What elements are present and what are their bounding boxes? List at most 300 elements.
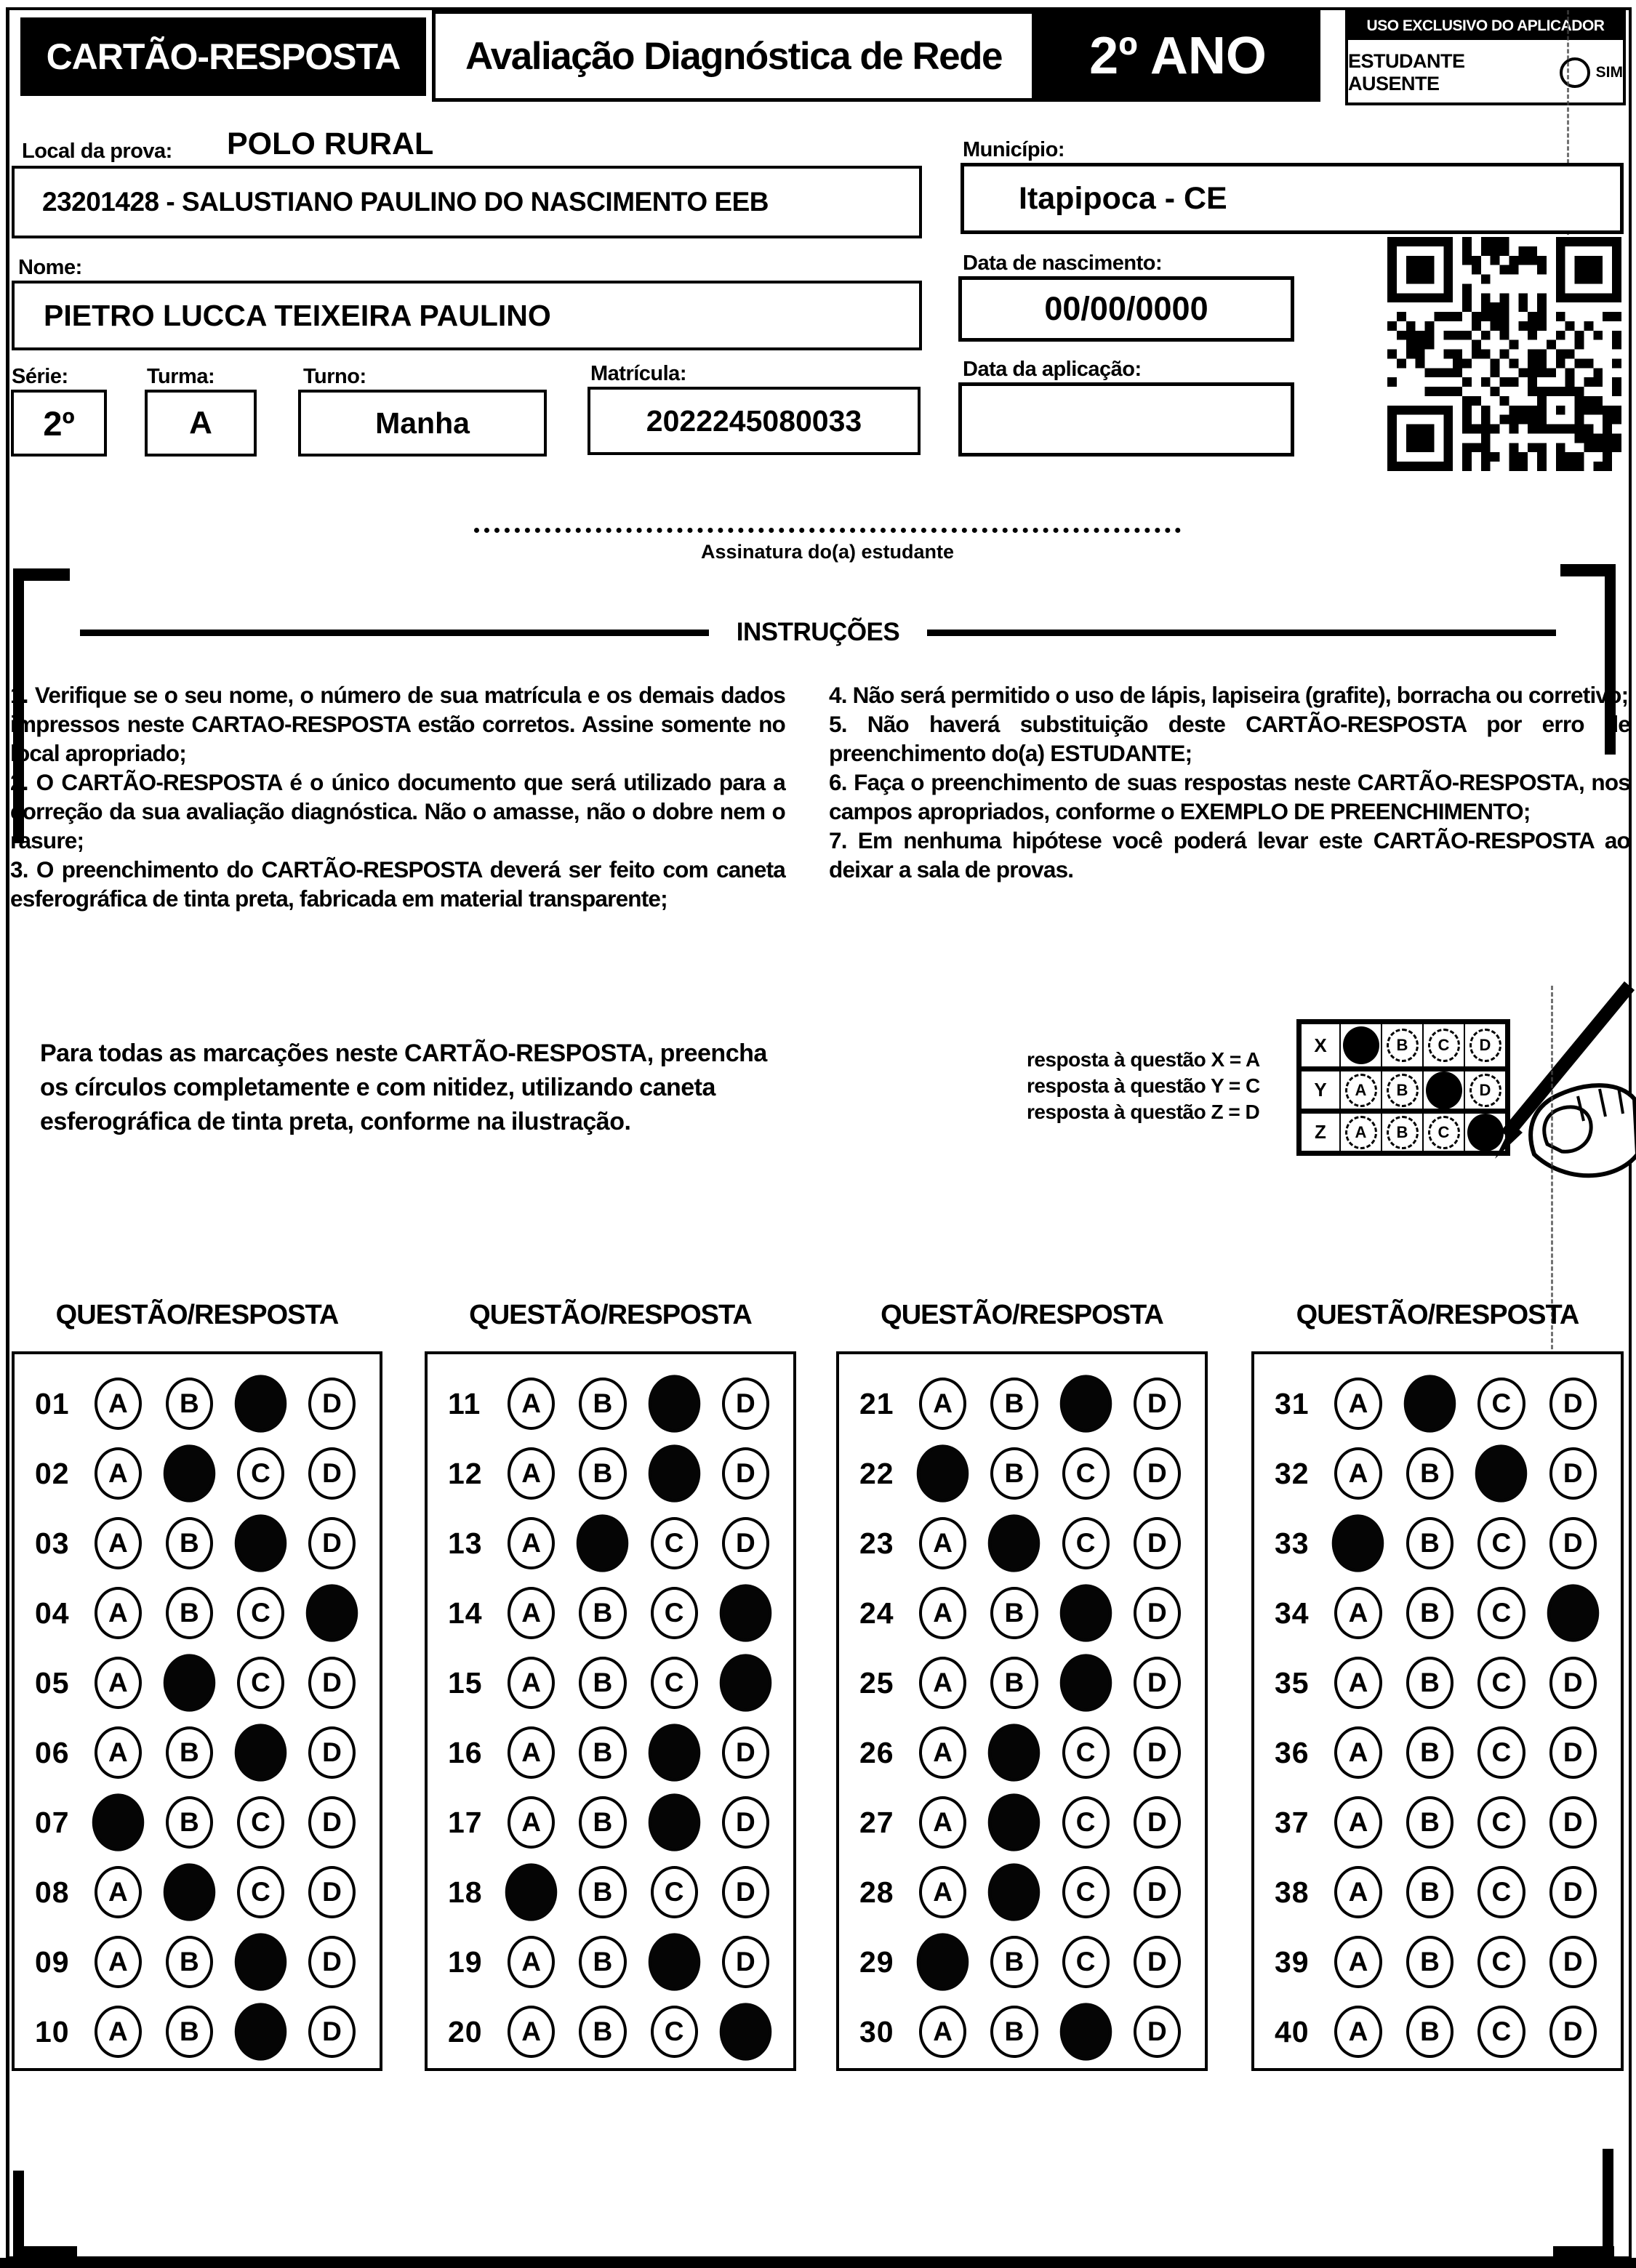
question-number: 03 <box>35 1526 70 1560</box>
bubble-q27-D[interactable]: D <box>1134 1796 1181 1849</box>
bubble-q19-C[interactable] <box>648 1933 700 1990</box>
bubble-q36-D[interactable]: D <box>1549 1726 1597 1779</box>
bubble-q20-C[interactable]: C <box>651 2006 698 2058</box>
question-number: 01 <box>35 1386 70 1420</box>
bubble-q40-A[interactable]: A <box>1334 2006 1382 2058</box>
matricula-label: Matrícula: <box>590 362 686 385</box>
example-bubble-Y-D: D <box>1469 1074 1501 1107</box>
bubble-q30-A[interactable]: A <box>919 2006 966 2058</box>
question-number: 29 <box>859 1945 894 1979</box>
question-row-29 <box>839 1927 1205 1997</box>
turno-label: Turno: <box>303 365 366 388</box>
bubble-q37-A[interactable]: A <box>1334 1796 1382 1849</box>
bubble-q26-D[interactable]: D <box>1134 1726 1181 1779</box>
question-number: 17 <box>448 1805 483 1839</box>
bubble-q26-A[interactable]: A <box>919 1726 966 1779</box>
instruction-item: 3. O preenchimento do CARTÃO-RESPOSTA deverá ser feito com caneta esferográfica de tinta preta, fabricada em material transparente; <box>10 856 785 912</box>
bubble-q21-C[interactable] <box>1059 1375 1112 1432</box>
example-grid-cell <box>1339 1024 1381 1066</box>
question-number: 25 <box>859 1665 894 1700</box>
question-row-04 <box>15 1578 380 1648</box>
question-row-01 <box>15 1369 380 1439</box>
bubble-q18-D[interactable]: D <box>722 1866 769 1918</box>
heading-rule-right <box>927 630 1556 636</box>
absent-option-label: SIM <box>1595 64 1623 81</box>
bubble-q24-B[interactable]: B <box>990 1587 1038 1639</box>
bubble-q19-A[interactable]: A <box>508 1936 555 1988</box>
bubble-q18-C[interactable]: C <box>651 1866 698 1918</box>
bubble-q16-D[interactable]: D <box>722 1726 769 1779</box>
question-row-22 <box>839 1439 1205 1508</box>
bubble-q05-B[interactable] <box>164 1654 216 1711</box>
bubble-q28-A[interactable]: A <box>919 1866 966 1918</box>
bubble-q29-D[interactable]: D <box>1134 1936 1181 1988</box>
question-number: 16 <box>448 1735 483 1769</box>
bubble-q27-C[interactable]: C <box>1062 1796 1110 1849</box>
question-row-02 <box>15 1439 380 1508</box>
answer-column-header: QUESTÃO/RESPOSTA <box>469 1300 752 1330</box>
data-nascimento-label: Data de nascimento: <box>963 252 1163 275</box>
bubble-q24-D[interactable]: D <box>1134 1587 1181 1639</box>
absent-label: ESTUDANTE AUSENTE <box>1348 50 1465 94</box>
question-row-23 <box>839 1508 1205 1578</box>
bubble-q36-B[interactable]: B <box>1406 1726 1453 1779</box>
bubble-q08-D[interactable]: D <box>308 1866 356 1918</box>
bubble-q20-B[interactable]: B <box>579 2006 626 2058</box>
bubble-q11-C[interactable] <box>648 1375 700 1432</box>
question-number: 27 <box>859 1805 894 1839</box>
bubble-q03-C[interactable] <box>235 1514 287 1572</box>
bubble-q33-A[interactable] <box>1332 1514 1384 1572</box>
bubble-q06-D[interactable]: D <box>308 1726 356 1779</box>
bubble-q19-D[interactable]: D <box>722 1936 769 1988</box>
bubble-q17-A[interactable]: A <box>508 1796 555 1849</box>
bubble-q23-C[interactable]: C <box>1062 1517 1110 1569</box>
question-row-15 <box>428 1648 793 1718</box>
bubble-q15-C[interactable]: C <box>651 1657 698 1709</box>
question-row-24 <box>839 1578 1205 1648</box>
bubble-q13-A[interactable]: A <box>508 1517 555 1569</box>
question-row-37 <box>1254 1788 1621 1857</box>
question-number: 32 <box>1275 1456 1310 1490</box>
bubble-q30-C[interactable] <box>1059 2003 1112 2060</box>
turma-field: A <box>145 390 257 457</box>
question-row-27 <box>839 1788 1205 1857</box>
question-number: 05 <box>35 1665 70 1700</box>
bubble-q23-D[interactable]: D <box>1134 1517 1181 1569</box>
bubble-q40-D[interactable]: D <box>1549 2006 1597 2058</box>
question-row-31 <box>1254 1369 1621 1439</box>
question-number: 18 <box>448 1875 483 1909</box>
bubble-q33-D[interactable]: D <box>1549 1517 1597 1569</box>
question-row-18 <box>428 1857 793 1927</box>
bubble-q31-A[interactable]: A <box>1334 1378 1382 1430</box>
legend-line: resposta à questão Y = C <box>1027 1074 1260 1097</box>
question-number: 13 <box>448 1526 483 1560</box>
bubble-q27-A[interactable]: A <box>919 1796 966 1849</box>
bubble-q10-C[interactable] <box>235 2003 287 2060</box>
question-number: 12 <box>448 1456 483 1490</box>
bubble-q24-C[interactable] <box>1059 1584 1112 1641</box>
bubble-q08-C[interactable]: C <box>237 1866 284 1918</box>
bubble-q15-B[interactable]: B <box>579 1657 626 1709</box>
bubble-q12-C[interactable] <box>648 1444 700 1502</box>
bubble-q29-B[interactable]: B <box>990 1936 1038 1988</box>
question-row-32 <box>1254 1439 1621 1508</box>
bubble-q02-D[interactable]: D <box>308 1447 356 1500</box>
bubble-q15-A[interactable]: A <box>508 1657 555 1709</box>
question-number: 02 <box>35 1456 70 1490</box>
example-bubble-X-A <box>1343 1026 1379 1064</box>
bubble-q05-A[interactable]: A <box>95 1657 142 1709</box>
example-bubble-Y-B: B <box>1387 1074 1419 1107</box>
bubble-q20-D[interactable] <box>719 2003 771 2060</box>
bubble-q09-C[interactable] <box>235 1933 287 1990</box>
heading-rule-left <box>80 630 709 636</box>
exam-title: Avaliação Diagnóstica de Rede <box>432 10 1035 102</box>
bubble-q02-C[interactable]: C <box>237 1447 284 1500</box>
question-number: 09 <box>35 1945 70 1979</box>
question-row-38 <box>1254 1857 1621 1927</box>
bubble-q10-D[interactable]: D <box>308 2006 356 2058</box>
bubble-q38-C[interactable]: C <box>1477 1866 1525 1918</box>
scan-edge-bar <box>0 2258 1636 2268</box>
bubble-q30-D[interactable]: D <box>1134 2006 1181 2058</box>
bubble-q03-A[interactable]: A <box>95 1517 142 1569</box>
question-row-03 <box>15 1508 380 1578</box>
answer-column-box <box>1251 1351 1624 2071</box>
example-bubble-Y-A: A <box>1345 1074 1377 1107</box>
answer-column-box <box>12 1351 382 2071</box>
bubble-q23-A[interactable]: A <box>919 1517 966 1569</box>
bubble-q36-C[interactable]: C <box>1477 1726 1525 1779</box>
turma-label: Turma: <box>147 365 215 388</box>
question-number: 14 <box>448 1596 483 1630</box>
bubble-q34-D[interactable] <box>1547 1584 1599 1641</box>
serie-label: Série: <box>12 365 68 388</box>
question-row-10 <box>15 1997 380 2067</box>
bubble-q06-C[interactable] <box>235 1724 287 1781</box>
question-row-07 <box>15 1788 380 1857</box>
bubble-q05-C[interactable]: C <box>237 1657 284 1709</box>
example-bubble-Z-A: A <box>1345 1116 1377 1149</box>
question-row-13 <box>428 1508 793 1578</box>
bubble-q08-B[interactable] <box>164 1863 216 1921</box>
question-number: 21 <box>859 1386 894 1420</box>
bubble-q28-C[interactable]: C <box>1062 1866 1110 1918</box>
bubble-q26-B[interactable] <box>988 1724 1040 1781</box>
question-row-36 <box>1254 1718 1621 1788</box>
example-row-label: X <box>1314 1034 1327 1056</box>
bubble-q21-B[interactable]: B <box>990 1378 1038 1430</box>
instruction-item: 7. Em nenhuma hipótese você poderá levar este CARTÃO-RESPOSTA ao deixar a sala de provas. <box>829 827 1630 882</box>
question-row-11 <box>428 1369 793 1439</box>
bubble-q28-D[interactable]: D <box>1134 1866 1181 1918</box>
example-grid-cell <box>1381 1071 1422 1109</box>
bubble-q28-B[interactable] <box>988 1863 1040 1921</box>
answer-column-box <box>836 1351 1208 2071</box>
bubble-q12-D[interactable]: D <box>722 1447 769 1500</box>
bubble-q07-D[interactable]: D <box>308 1796 356 1849</box>
data-nascimento-field: 00/00/0000 <box>958 276 1294 342</box>
nome-label: Nome: <box>18 256 82 279</box>
municipio-label: Município: <box>963 138 1064 161</box>
bubble-q07-B[interactable]: B <box>166 1796 213 1849</box>
bubble-q03-B[interactable]: B <box>166 1517 213 1569</box>
bubble-q02-A[interactable]: A <box>95 1447 142 1500</box>
absent-checkbox-circle[interactable] <box>1560 57 1590 88</box>
question-row-09 <box>15 1927 380 1997</box>
absent-row <box>1348 40 1623 105</box>
bubble-q08-A[interactable]: A <box>95 1866 142 1918</box>
legend-line: resposta à questão X = A <box>1027 1048 1260 1071</box>
bubble-q39-C[interactable]: C <box>1477 1936 1525 1988</box>
bubble-q35-A[interactable]: A <box>1334 1657 1382 1709</box>
school-field: 23201428 - SALUSTIANO PAULINO DO NASCIMENTO EEB <box>12 166 922 238</box>
bubble-q32-D[interactable]: D <box>1549 1447 1597 1500</box>
bubble-q13-D[interactable]: D <box>722 1517 769 1569</box>
bubble-q27-B[interactable] <box>988 1793 1040 1851</box>
local-da-prova-label: Local da prova: <box>22 140 172 163</box>
question-row-33 <box>1254 1508 1621 1578</box>
question-number: 06 <box>35 1735 70 1769</box>
bubble-q25-A[interactable]: A <box>919 1657 966 1709</box>
aplicador-box-title: USO EXCLUSIVO DO APLICADOR <box>1348 12 1623 40</box>
question-row-39 <box>1254 1927 1621 1997</box>
example-bubble-X-C: C <box>1428 1029 1460 1062</box>
example-legend <box>1027 1047 1260 1125</box>
bubble-q23-B[interactable] <box>988 1514 1040 1572</box>
question-row-08 <box>15 1857 380 1927</box>
bubble-q25-C[interactable] <box>1059 1654 1112 1711</box>
bubble-q06-A[interactable]: A <box>95 1726 142 1779</box>
crop-mark <box>13 2171 24 2258</box>
nome-field: PIETRO LUCCA TEIXEIRA PAULINO <box>12 281 922 350</box>
example-bubble-Z-B: B <box>1387 1116 1419 1149</box>
bubble-q01-C[interactable] <box>235 1375 287 1432</box>
bubble-q37-B[interactable]: B <box>1406 1796 1453 1849</box>
matricula-field: 2022245080033 <box>588 387 921 455</box>
bubble-q02-B[interactable] <box>164 1444 216 1502</box>
bubble-q12-A[interactable]: A <box>508 1447 555 1500</box>
crop-mark <box>1553 2246 1614 2258</box>
bubble-q09-A[interactable]: A <box>95 1936 142 1988</box>
bubble-q09-D[interactable]: D <box>308 1936 356 1988</box>
example-grid-cell <box>1339 1114 1381 1151</box>
instruction-item: 1. Verifique se o seu nome, o número de sua matrícula e os demais dados impressos neste CARTAO-RESPOSTA estão corretos. Assine somente no local apropriado; <box>10 682 785 766</box>
bubble-q04-B[interactable]: B <box>166 1587 213 1639</box>
bubble-q18-A[interactable] <box>505 1863 558 1921</box>
bubble-q09-B[interactable]: B <box>166 1936 213 1988</box>
question-row-21 <box>839 1369 1205 1439</box>
bubble-q35-D[interactable]: D <box>1549 1657 1597 1709</box>
bubble-q21-D[interactable]: D <box>1134 1378 1181 1430</box>
bubble-q04-D[interactable] <box>306 1584 358 1641</box>
bubble-q33-C[interactable]: C <box>1477 1517 1525 1569</box>
bubble-q03-D[interactable]: D <box>308 1517 356 1569</box>
question-number: 34 <box>1275 1596 1310 1630</box>
aplicador-box <box>1345 9 1626 105</box>
bubble-q31-D[interactable]: D <box>1549 1378 1597 1430</box>
bubble-q33-B[interactable]: B <box>1406 1517 1453 1569</box>
bubble-q29-C[interactable]: C <box>1062 1936 1110 1988</box>
question-row-05 <box>15 1648 380 1718</box>
question-row-30 <box>839 1997 1205 2067</box>
bubble-q04-A[interactable]: A <box>95 1587 142 1639</box>
bubble-q07-C[interactable]: C <box>237 1796 284 1849</box>
bubble-q10-B[interactable]: B <box>166 2006 213 2058</box>
bubble-q32-C[interactable] <box>1475 1444 1528 1502</box>
bubble-q24-A[interactable]: A <box>919 1587 966 1639</box>
question-row-35 <box>1254 1648 1621 1718</box>
bubble-q10-A[interactable]: A <box>95 2006 142 2058</box>
bubble-q01-B[interactable]: B <box>166 1378 213 1430</box>
bubble-q35-B[interactable]: B <box>1406 1657 1453 1709</box>
bubble-q34-C[interactable]: C <box>1477 1587 1525 1639</box>
bubble-q22-B[interactable]: B <box>990 1447 1038 1500</box>
question-number: 40 <box>1275 2014 1310 2048</box>
bubble-q39-D[interactable]: D <box>1549 1936 1597 1988</box>
turno-field: Manha <box>298 390 547 457</box>
bubble-q26-C[interactable]: C <box>1062 1726 1110 1779</box>
question-number: 31 <box>1275 1386 1310 1420</box>
bubble-q37-D[interactable]: D <box>1549 1796 1597 1849</box>
crop-mark <box>13 2246 77 2258</box>
question-number: 37 <box>1275 1805 1310 1839</box>
bubble-q22-D[interactable]: D <box>1134 1447 1181 1500</box>
bubble-q16-A[interactable]: A <box>508 1726 555 1779</box>
bubble-q37-C[interactable]: C <box>1477 1796 1525 1849</box>
question-number: 10 <box>35 2014 70 2048</box>
bubble-q38-B[interactable]: B <box>1406 1866 1453 1918</box>
bubble-q29-A[interactable] <box>917 1933 969 1990</box>
bubble-q11-A[interactable]: A <box>508 1378 555 1430</box>
bubble-q13-C[interactable]: C <box>651 1517 698 1569</box>
bubble-q31-C[interactable]: C <box>1477 1378 1525 1430</box>
answer-column-header: QUESTÃO/RESPOSTA <box>881 1300 1163 1330</box>
instruction-item: 4. Não será permitido o uso de lápis, lapiseira (grafite), borracha ou corretivo; <box>829 682 1629 708</box>
question-number: 22 <box>859 1456 894 1490</box>
question-number: 07 <box>35 1805 70 1839</box>
hand-with-pen-illustration <box>1425 971 1636 1189</box>
bubble-q38-A[interactable]: A <box>1334 1866 1382 1918</box>
instructions-heading <box>0 618 1636 647</box>
bubble-q22-C[interactable]: C <box>1062 1447 1110 1500</box>
bubble-q04-C[interactable]: C <box>237 1587 284 1639</box>
example-bubble-X-D: D <box>1469 1029 1501 1062</box>
municipio-field: Itapipoca - CE <box>961 163 1624 234</box>
bubble-q14-C[interactable]: C <box>651 1587 698 1639</box>
bubble-q35-C[interactable]: C <box>1477 1657 1525 1709</box>
bubble-q34-B[interactable]: B <box>1406 1587 1453 1639</box>
question-number: 11 <box>448 1386 481 1420</box>
bubble-q01-A[interactable]: A <box>95 1378 142 1430</box>
question-number: 15 <box>448 1665 483 1700</box>
bubble-q13-B[interactable] <box>577 1514 629 1572</box>
question-row-40 <box>1254 1997 1621 2067</box>
bubble-q40-B[interactable]: B <box>1406 2006 1453 2058</box>
bubble-q25-D[interactable]: D <box>1134 1657 1181 1709</box>
bubble-q38-D[interactable]: D <box>1549 1866 1597 1918</box>
example-grid-cell <box>1339 1071 1381 1109</box>
bubble-q16-C[interactable] <box>648 1724 700 1781</box>
bubble-q31-B[interactable] <box>1403 1375 1456 1432</box>
bubble-q34-A[interactable]: A <box>1334 1587 1382 1639</box>
signature-line[interactable] <box>474 528 1181 533</box>
bubble-q25-B[interactable]: B <box>990 1657 1038 1709</box>
example-row-label: Z <box>1315 1121 1326 1143</box>
bubble-q36-A[interactable]: A <box>1334 1726 1382 1779</box>
bubble-q17-C[interactable] <box>648 1793 700 1851</box>
example-bubble-X-B: B <box>1387 1029 1419 1062</box>
bubble-q32-B[interactable]: B <box>1406 1447 1453 1500</box>
bubble-q12-B[interactable]: B <box>579 1447 626 1500</box>
bubble-q01-D[interactable]: D <box>308 1378 356 1430</box>
question-number: 38 <box>1275 1875 1310 1909</box>
bubble-q21-A[interactable]: A <box>919 1378 966 1430</box>
bubble-q39-A[interactable]: A <box>1334 1936 1382 1988</box>
question-number: 35 <box>1275 1665 1310 1700</box>
question-number: 36 <box>1275 1735 1310 1769</box>
question-number: 20 <box>448 2014 483 2048</box>
question-number: 26 <box>859 1735 894 1769</box>
crop-mark <box>1603 2149 1613 2258</box>
bubble-q20-A[interactable]: A <box>508 2006 555 2058</box>
question-row-14 <box>428 1578 793 1648</box>
bubble-q05-D[interactable]: D <box>308 1657 356 1709</box>
question-number: 30 <box>859 2014 894 2048</box>
question-number: 08 <box>35 1875 70 1909</box>
instructions-right-column <box>829 680 1630 884</box>
question-row-34 <box>1254 1578 1621 1648</box>
bubble-q07-A[interactable] <box>92 1793 145 1851</box>
answer-column-header: QUESTÃO/RESPOSTA <box>1296 1300 1579 1330</box>
bubble-q19-B[interactable]: B <box>579 1936 626 1988</box>
local-da-prova-value: POLO RURAL <box>227 126 434 161</box>
question-row-20 <box>428 1997 793 2067</box>
bubble-q30-B[interactable]: B <box>990 2006 1038 2058</box>
bubble-q39-B[interactable]: B <box>1406 1936 1453 1988</box>
bubble-q14-A[interactable]: A <box>508 1587 555 1639</box>
example-grid-cell <box>1381 1024 1422 1066</box>
bubble-q11-B[interactable]: B <box>579 1378 626 1430</box>
answer-column-header: QUESTÃO/RESPOSTA <box>55 1300 339 1330</box>
grade-badge: 2º ANO <box>1035 10 1320 102</box>
legend-line: resposta à questão Z = D <box>1027 1101 1260 1123</box>
bubble-q15-D[interactable] <box>719 1654 771 1711</box>
bubble-q22-A[interactable] <box>917 1444 969 1502</box>
bubble-q32-A[interactable]: A <box>1334 1447 1382 1500</box>
question-row-12 <box>428 1439 793 1508</box>
bubble-q11-D[interactable]: D <box>722 1378 769 1430</box>
bubble-q17-B[interactable]: B <box>579 1796 626 1849</box>
question-number: 24 <box>859 1596 894 1630</box>
serie-field: 2º <box>11 390 107 457</box>
bubble-q40-C[interactable]: C <box>1477 2006 1525 2058</box>
instructions-left-column <box>10 680 785 913</box>
question-row-19 <box>428 1927 793 1997</box>
bubble-q16-B[interactable]: B <box>579 1726 626 1779</box>
question-row-17 <box>428 1788 793 1857</box>
signature-label: Assinatura do(a) estudante <box>700 541 955 563</box>
bubble-q14-B[interactable]: B <box>579 1587 626 1639</box>
bubble-q14-D[interactable] <box>719 1584 771 1641</box>
question-number: 19 <box>448 1945 483 1979</box>
bubble-q18-B[interactable]: B <box>579 1866 626 1918</box>
bubble-q17-D[interactable]: D <box>722 1796 769 1849</box>
question-row-26 <box>839 1718 1205 1788</box>
bubble-q06-B[interactable]: B <box>166 1726 213 1779</box>
